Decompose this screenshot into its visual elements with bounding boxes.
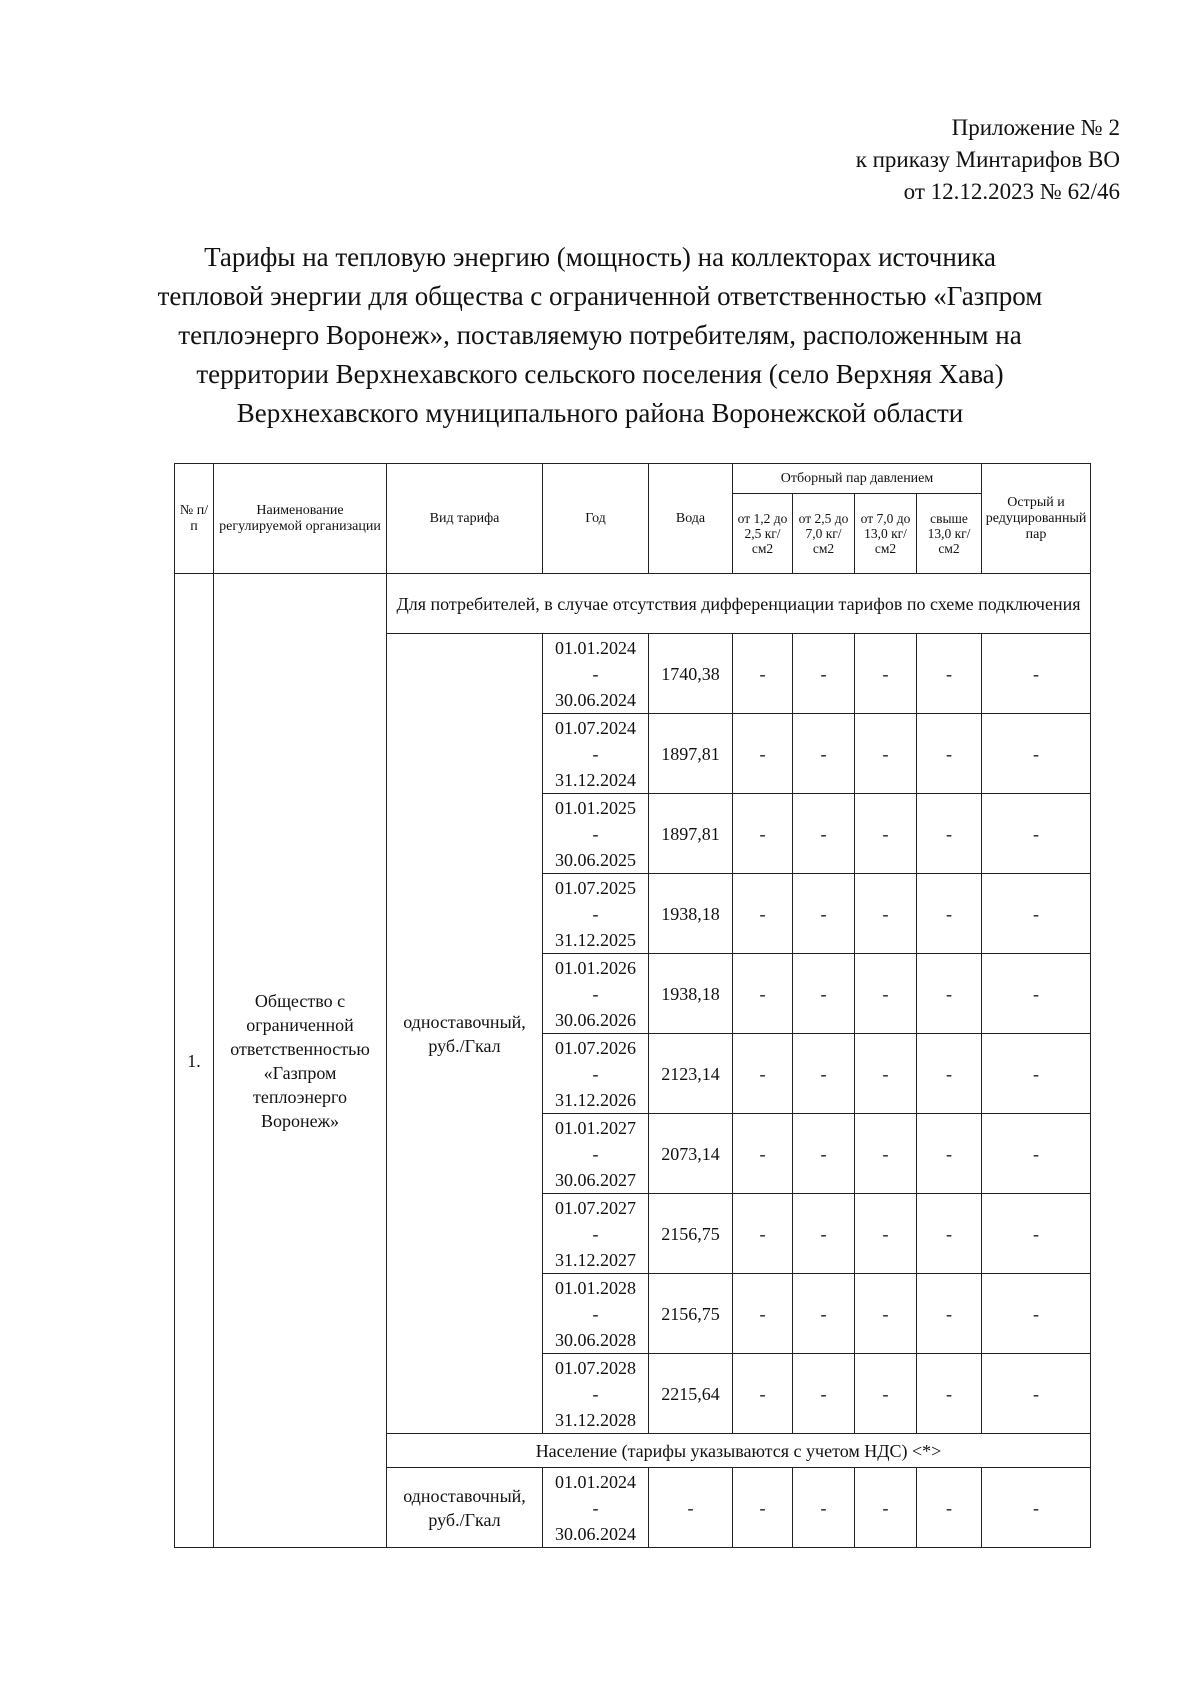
steam-3-value: - <box>855 1354 917 1434</box>
sharp-steam-value: - <box>982 1194 1091 1274</box>
header-steam-1: от 1,2 до 2,5 кг/см2 <box>733 494 793 574</box>
steam-1-value: - <box>733 954 793 1034</box>
water-value: 2156,75 <box>649 1274 733 1354</box>
water-value: 1740,38 <box>649 634 733 714</box>
steam-3-value: - <box>855 1194 917 1274</box>
sharp-steam-value: - <box>982 714 1091 794</box>
title-line: теплоэнерго Воронеж», поставляемую потребителям, расположенным на <box>178 320 1022 350</box>
water-value: 2156,75 <box>649 1194 733 1274</box>
steam-4-value: - <box>917 954 982 1034</box>
header-tariff-type: Вид тарифа <box>387 464 543 574</box>
steam-2-value: - <box>793 1034 855 1114</box>
period-start: 01.07.2028 <box>555 1357 636 1378</box>
steam-2-value: - <box>793 1194 855 1274</box>
steam-2-value: - <box>793 1274 855 1354</box>
steam-4-value: - <box>917 1468 982 1548</box>
steam-4-value: - <box>917 634 982 714</box>
header-steam-3: от 7,0 до 13,0 кг/см2 <box>855 494 917 574</box>
steam-1-value: - <box>733 1114 793 1194</box>
steam-1-value: - <box>733 714 793 794</box>
row-number: 1. <box>175 574 214 1548</box>
period-sep: - <box>592 823 599 844</box>
sharp-steam-value: - <box>982 1468 1091 1548</box>
period-sep: - <box>592 743 599 764</box>
header-steam-4: свыше 13,0 кг/см2 <box>917 494 982 574</box>
steam-4-value: - <box>917 1114 982 1194</box>
period-end: 30.06.2026 <box>555 1009 636 1030</box>
water-value: 1897,81 <box>649 794 733 874</box>
period-sep: - <box>592 1383 599 1404</box>
steam-3-value: - <box>855 874 917 954</box>
steam-1-value: - <box>733 794 793 874</box>
appendix-reference <box>856 112 1120 208</box>
period-end: 31.12.2028 <box>555 1409 636 1430</box>
period-sep: - <box>592 1497 599 1518</box>
steam-3-value: - <box>855 714 917 794</box>
header-year: Год <box>543 464 649 574</box>
header-sharp-steam: Острый и редуцированный пар <box>982 464 1091 574</box>
steam-3-value: - <box>855 954 917 1034</box>
period-cell <box>543 1114 649 1194</box>
period-start: 01.07.2027 <box>555 1197 636 1218</box>
period-start: 01.01.2024 <box>555 637 636 658</box>
header-water: Вода <box>649 464 733 574</box>
period-end: 30.06.2024 <box>555 689 636 710</box>
header-organization: Наименование регулируемой организации <box>214 464 387 574</box>
period-end: 30.06.2027 <box>555 1169 636 1190</box>
steam-2-value: - <box>793 874 855 954</box>
steam-4-value: - <box>917 874 982 954</box>
period-sep: - <box>592 1303 599 1324</box>
sharp-steam-value: - <box>982 1114 1091 1194</box>
period-start: 01.01.2025 <box>555 797 636 818</box>
steam-3-value: - <box>855 1114 917 1194</box>
sharp-steam-value: - <box>982 874 1091 954</box>
sharp-steam-value: - <box>982 634 1091 714</box>
steam-3-value: - <box>855 1034 917 1114</box>
period-sep: - <box>592 903 599 924</box>
period-cell <box>543 1468 649 1548</box>
period-cell <box>543 794 649 874</box>
water-value: 1938,18 <box>649 874 733 954</box>
period-sep: - <box>592 1223 599 1244</box>
water-value: 2073,14 <box>649 1114 733 1194</box>
appendix-date: от 12.12.2023 № 62/46 <box>903 179 1120 204</box>
steam-2-value: - <box>793 714 855 794</box>
water-value: 1938,18 <box>649 954 733 1034</box>
steam-3-value: - <box>855 794 917 874</box>
period-sep: - <box>592 1143 599 1164</box>
steam-1-value: - <box>733 1354 793 1434</box>
period-end: 31.12.2026 <box>555 1089 636 1110</box>
steam-3-value: - <box>855 1274 917 1354</box>
period-end: 30.06.2028 <box>555 1329 636 1350</box>
steam-1-value: - <box>733 874 793 954</box>
period-cell <box>543 714 649 794</box>
steam-2-value: - <box>793 1354 855 1434</box>
steam-1-value: - <box>733 1274 793 1354</box>
title-line: Верхнехавского муниципального района Воронежской области <box>236 398 964 428</box>
section-consumers: Для потребителей, в случае отсутствия дифференциации тарифов по схеме подключения <box>387 574 1091 634</box>
sharp-steam-value: - <box>982 794 1091 874</box>
title-line: Тарифы на тепловую энергию (мощность) на коллекторах источника <box>204 242 996 272</box>
steam-1-value: - <box>733 1194 793 1274</box>
title-line: тепловой энергии для общества с ограниченной ответственностью «Газпром <box>157 281 1043 311</box>
period-start: 01.07.2026 <box>555 1037 636 1058</box>
steam-4-value: - <box>917 1274 982 1354</box>
period-cell <box>543 634 649 714</box>
period-end: 31.12.2024 <box>555 769 636 790</box>
steam-4-value: - <box>917 1034 982 1114</box>
period-start: 01.01.2028 <box>555 1277 636 1298</box>
steam-2-value: - <box>793 1468 855 1548</box>
period-cell <box>543 954 649 1034</box>
tariff-type: одноставочный, руб./Гкал <box>387 1468 543 1548</box>
period-sep: - <box>592 983 599 1004</box>
appendix-number: Приложение № 2 <box>951 115 1120 140</box>
period-cell <box>543 1034 649 1114</box>
water-value: - <box>649 1468 733 1548</box>
header-steam-group: Отборный пар давлением <box>733 464 982 494</box>
header-steam-2: от 2,5 до 7,0 кг/см2 <box>793 494 855 574</box>
document-title <box>150 238 1050 433</box>
period-start: 01.07.2024 <box>555 717 636 738</box>
header-num: № п/п <box>175 464 214 574</box>
title-line: территории Верхнехавского сельского поселения (село Верхняя Хава) <box>196 359 1004 389</box>
steam-4-value: - <box>917 1354 982 1434</box>
period-cell <box>543 1354 649 1434</box>
steam-3-value: - <box>855 634 917 714</box>
tariff-type: одноставочный, руб./Гкал <box>387 634 543 1434</box>
period-end: 30.06.2025 <box>555 849 636 870</box>
period-start: 01.01.2027 <box>555 1117 636 1138</box>
steam-3-value: - <box>855 1468 917 1548</box>
steam-2-value: - <box>793 954 855 1034</box>
steam-2-value: - <box>793 634 855 714</box>
water-value: 1897,81 <box>649 714 733 794</box>
steam-2-value: - <box>793 794 855 874</box>
steam-1-value: - <box>733 1034 793 1114</box>
tariff-table <box>174 463 1091 1548</box>
water-value: 2215,64 <box>649 1354 733 1434</box>
appendix-order: к приказу Минтарифов ВО <box>855 147 1120 172</box>
period-cell <box>543 874 649 954</box>
period-cell <box>543 1274 649 1354</box>
period-start: 01.01.2024 <box>555 1471 636 1492</box>
period-end: 31.12.2025 <box>555 929 636 950</box>
steam-2-value: - <box>793 1114 855 1194</box>
period-start: 01.01.2026 <box>555 957 636 978</box>
water-value: 2123,14 <box>649 1034 733 1114</box>
sharp-steam-value: - <box>982 1274 1091 1354</box>
steam-1-value: - <box>733 634 793 714</box>
steam-4-value: - <box>917 1194 982 1274</box>
sharp-steam-value: - <box>982 954 1091 1034</box>
section-population: Население (тарифы указываются с учетом НДС) <*> <box>387 1434 1091 1468</box>
sharp-steam-value: - <box>982 1034 1091 1114</box>
period-start: 01.07.2025 <box>555 877 636 898</box>
steam-1-value: - <box>733 1468 793 1548</box>
period-cell <box>543 1194 649 1274</box>
sharp-steam-value: - <box>982 1354 1091 1434</box>
steam-4-value: - <box>917 794 982 874</box>
steam-4-value: - <box>917 714 982 794</box>
organization-name: Общество с ограниченной ответственностью «Газпром теплоэнерго Воронеж» <box>214 574 387 1548</box>
period-end: 31.12.2027 <box>555 1249 636 1270</box>
period-sep: - <box>592 663 599 684</box>
period-end: 30.06.2024 <box>555 1523 636 1544</box>
period-sep: - <box>592 1063 599 1084</box>
